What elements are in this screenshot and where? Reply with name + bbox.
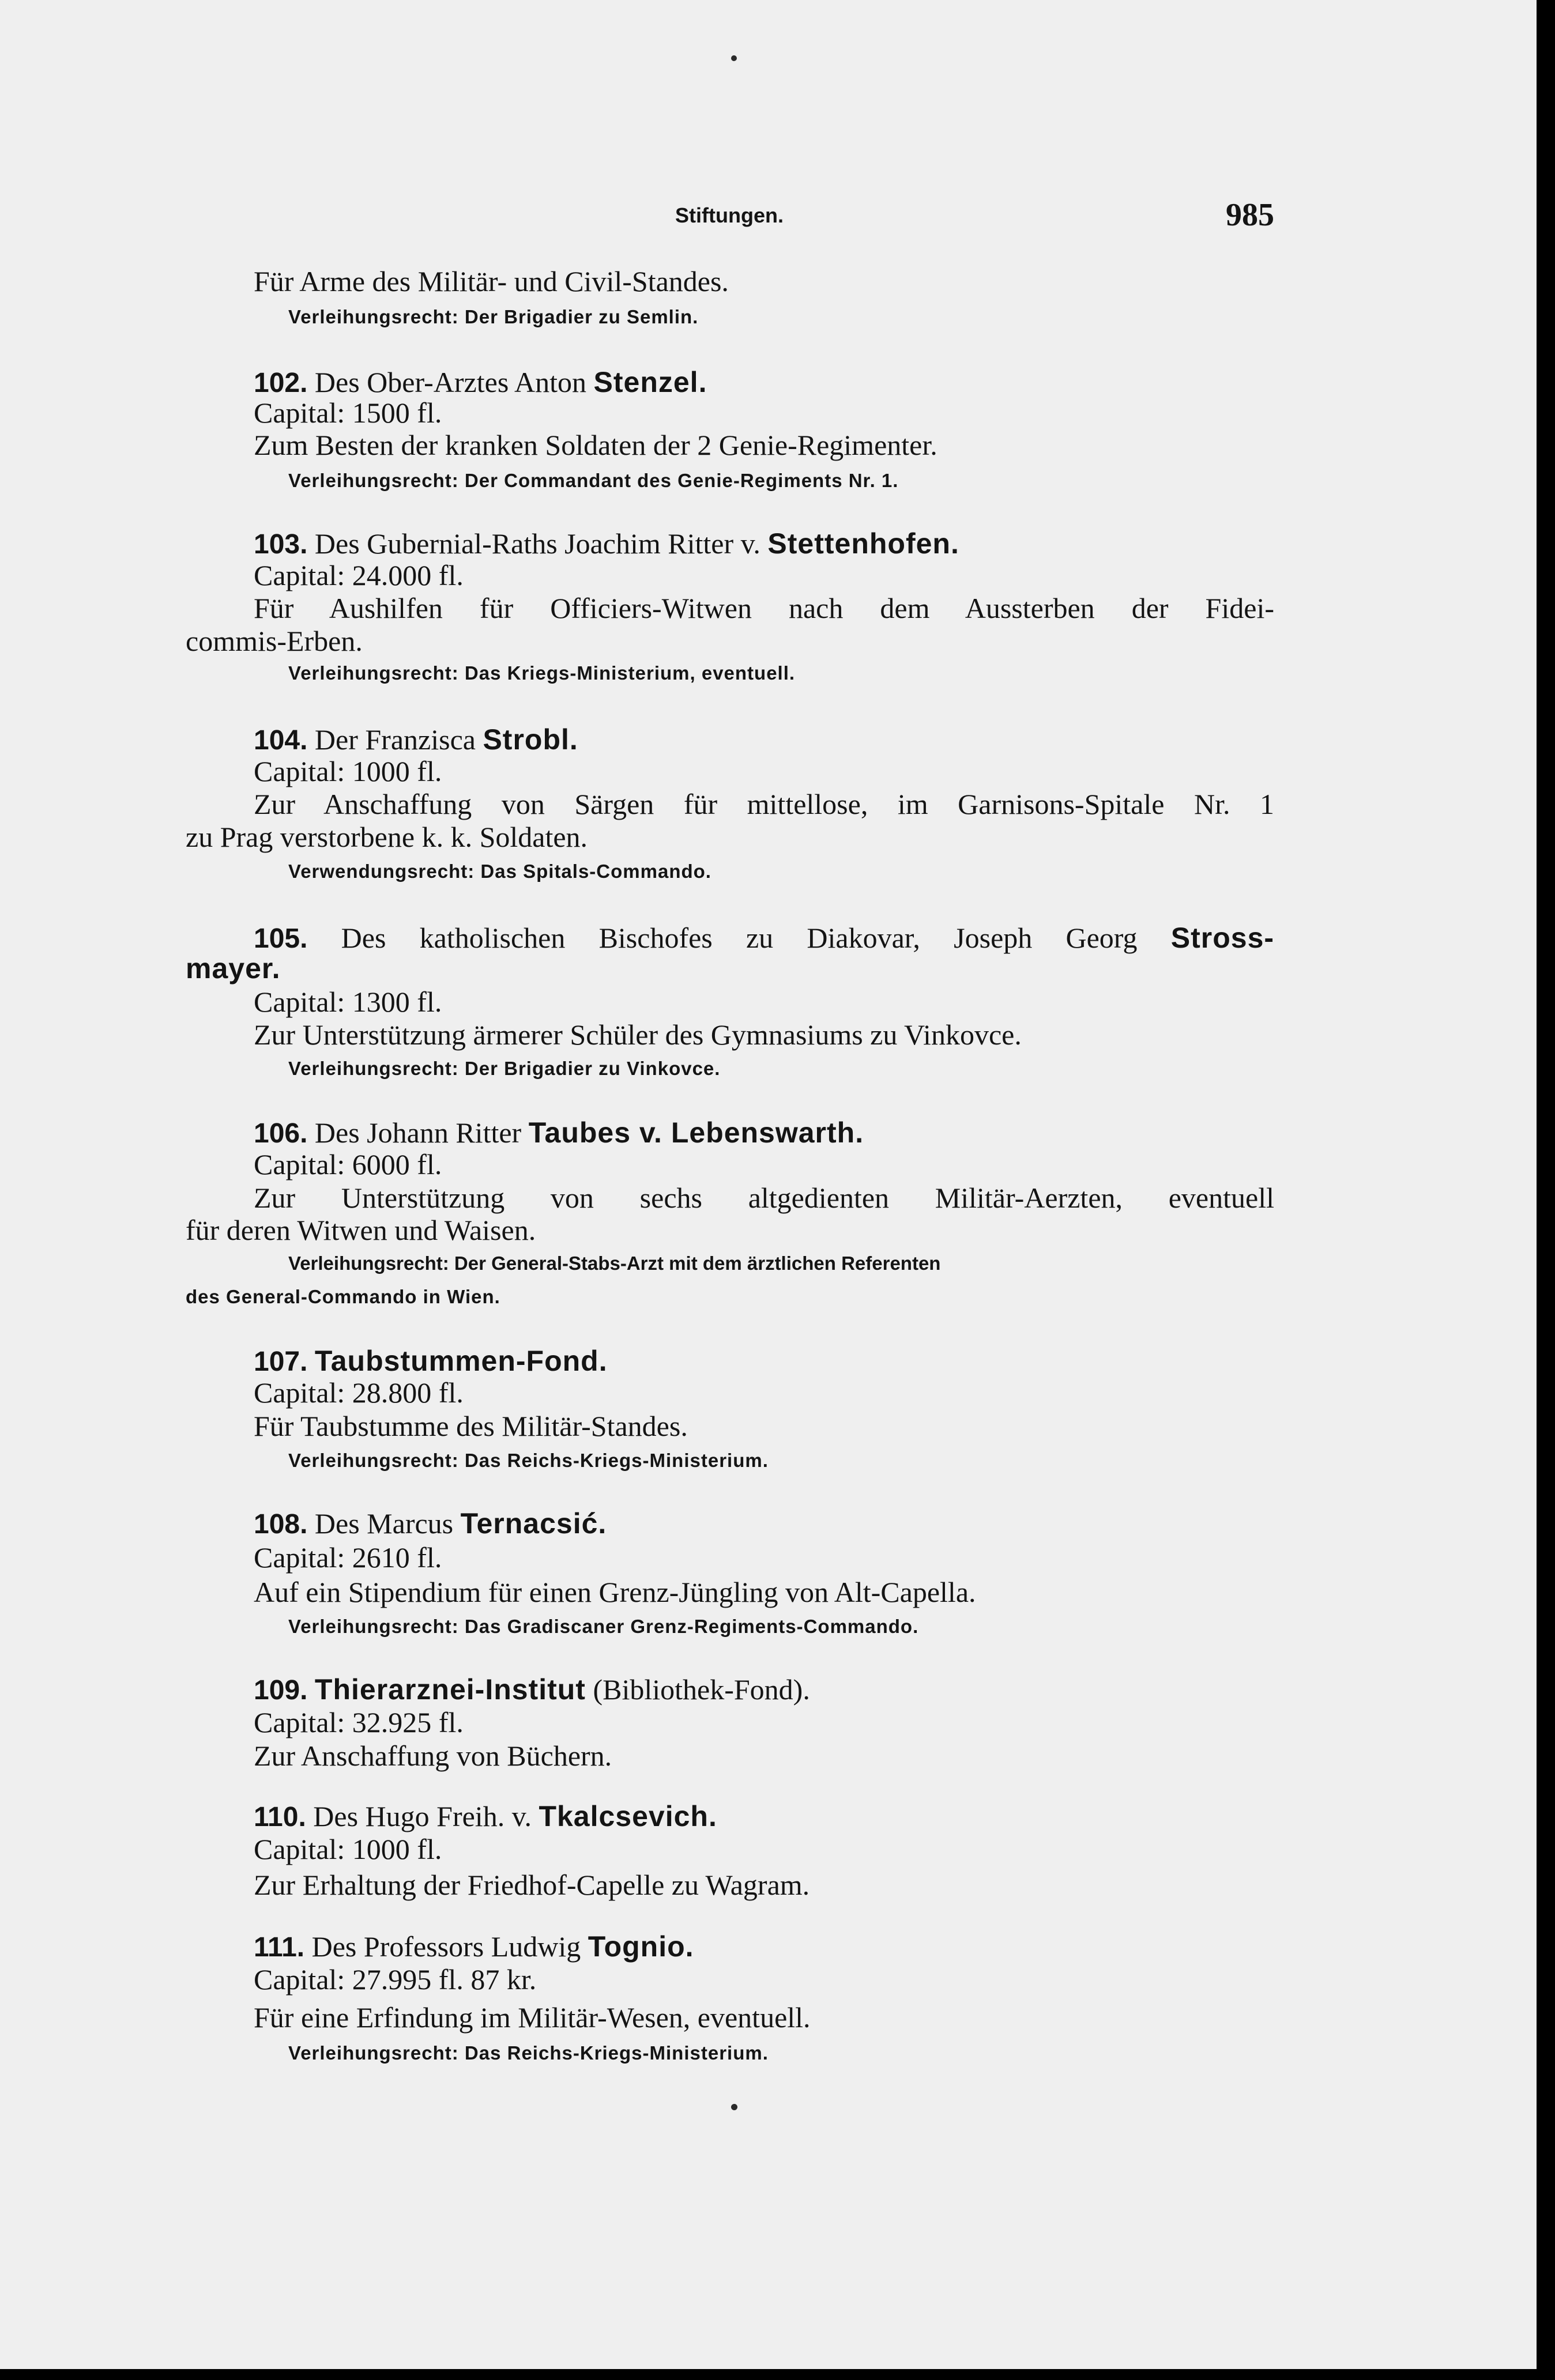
entry-108-purpose: Auf ein Stipendium für einen Grenz-Jüngling von Alt-Capella.	[254, 1576, 976, 1608]
entry-donor: Des Gubernial-Raths Joachim Ritter v.	[314, 527, 760, 560]
entry-surname: Tognio.	[588, 1930, 694, 1963]
entry-surname: Taubstummen-Fond.	[314, 1345, 608, 1377]
entry-donor: Des Johann Ritter	[314, 1117, 522, 1149]
entry-donor: Des Marcus	[314, 1507, 454, 1540]
running-header	[185, 199, 1274, 239]
entry-104-heading	[254, 722, 578, 759]
entry-surname: Strobl.	[483, 723, 578, 756]
entry-109-purpose: Zur Anschaffung von Büchern.	[254, 1740, 612, 1772]
entry-111-capital: Capital: 27.995 fl. 87 kr.	[254, 1963, 537, 1996]
entry-104-capital: Capital: 1000 fl.	[254, 755, 442, 787]
entry-surname: Tkalcsevich.	[539, 1800, 717, 1832]
entry-109-capital: Capital: 32.925 fl.	[254, 1706, 464, 1738]
entry-107-purpose: Für Taubstumme des Militär-Standes.	[254, 1410, 688, 1442]
intro-right: Verleihungsrecht: Der Brigadier zu Semlin.	[288, 306, 699, 327]
entry-donor: Des Hugo Freih. v.	[313, 1800, 532, 1832]
entry-surname: Stross-	[1170, 922, 1275, 954]
entry-108-heading	[254, 1506, 607, 1542]
intro-purpose: Für Arme des Militär- und Civil-Standes.	[254, 265, 729, 297]
entry-102-right: Verleihungsrecht: Der Commandant des Genie-Regiments Nr. 1.	[288, 470, 899, 491]
entry-105-purpose: Zur Unterstützung ärmerer Schüler des Gymnasiums zu Vinkovce.	[254, 1019, 1022, 1051]
entry-donor: Des katholischen Bischofes zu Diakovar, Joseph Georg	[341, 922, 1138, 954]
entry-105-heading	[254, 920, 1274, 957]
entry-103-purpose-1: Für Aushilfen für Officiers-Witwen nach dem Aussterben der Fidei-	[254, 592, 1274, 624]
entry-number: 110.	[254, 1802, 306, 1832]
entry-104-purpose-2: zu Prag verstorbene k. k. Soldaten.	[186, 821, 588, 853]
entry-104-right: Verwendungsrecht: Das Spitals-Commando.	[288, 861, 711, 882]
entry-number: 104.	[254, 725, 308, 756]
entry-110-heading	[254, 1798, 717, 1835]
entry-105-capital: Capital: 1300 fl.	[254, 986, 442, 1018]
entry-105-right: Verleihungsrecht: Der Brigadier zu Vinkovce.	[288, 1058, 721, 1079]
entry-111-right: Verleihungsrecht: Das Reichs-Kriegs-Ministerium.	[288, 2042, 769, 2064]
entry-surname: Thierarznei-Institut	[314, 1673, 586, 1706]
entry-number: 109.	[254, 1675, 308, 1706]
entry-surname: Stenzel.	[593, 366, 707, 398]
entry-surname-continued: mayer.	[186, 952, 281, 985]
entry-surname: Taubes v. Lebenswarth.	[528, 1117, 864, 1149]
entry-106-right-2: des General-Commando in Wien.	[186, 1286, 500, 1307]
entry-106-right-1: Verleihungsrecht: Der General-Stabs-Arzt mit dem ärztlichen Referenten	[288, 1253, 941, 1274]
entry-103-right: Verleihungsrecht: Das Kriegs-Ministerium, eventuell.	[288, 662, 796, 684]
entry-103-heading	[254, 526, 959, 563]
entry-number: 102.	[254, 368, 308, 398]
entry-107-capital: Capital: 28.800 fl.	[254, 1376, 464, 1409]
entry-suffix: (Bibliothek-Fond).	[593, 1673, 810, 1706]
entry-surname: Ternacsić.	[460, 1507, 607, 1540]
entry-donor: Des Ober-Arztes Anton	[314, 366, 587, 398]
entry-102-purpose: Zum Besten der kranken Soldaten der 2 Genie-Regimenter.	[254, 429, 937, 461]
page-number: 985	[1226, 197, 1274, 233]
entry-number: 103.	[254, 529, 308, 560]
entry-108-capital: Capital: 2610 fl.	[254, 1541, 442, 1574]
entry-105-heading-cont	[186, 951, 280, 986]
entry-110-purpose: Zur Erhaltung der Friedhof-Capelle zu Wagram.	[254, 1869, 810, 1901]
entry-103-purpose-2: commis-Erben.	[186, 625, 363, 657]
entry-number: 105.	[254, 923, 308, 954]
entry-108-right: Verleihungsrecht: Das Gradiscaner Grenz-Regiments-Commando.	[288, 1616, 919, 1637]
entry-106-purpose-1: Zur Unterstützung von sechs altgedienten Militär-Aerzten, eventuell	[254, 1182, 1274, 1214]
margin-speck-top	[731, 55, 737, 61]
entry-104-purpose-1: Zur Anschaffung von Särgen für mittellose, im Garnisons-Spitale Nr. 1	[254, 788, 1274, 820]
entry-number: 106.	[254, 1118, 308, 1149]
entry-111-heading	[254, 1929, 694, 1966]
entry-donor: Des Professors Ludwig	[311, 1930, 581, 1963]
entry-107-heading	[254, 1343, 608, 1380]
entry-106-heading	[254, 1115, 864, 1152]
entry-surname: Stettenhofen.	[767, 527, 959, 560]
entry-number: 111.	[254, 1932, 305, 1963]
entry-109-heading	[254, 1672, 810, 1708]
entry-107-right: Verleihungsrecht: Das Reichs-Kriegs-Ministerium.	[288, 1450, 769, 1471]
section-title: Stiftungen.	[675, 203, 784, 227]
entry-106-purpose-2: für deren Witwen und Waisen.	[186, 1214, 536, 1246]
entry-110-capital: Capital: 1000 fl.	[254, 1833, 442, 1865]
entry-number: 108.	[254, 1509, 308, 1540]
entry-106-capital: Capital: 6000 fl.	[254, 1148, 442, 1180]
entry-donor: Der Franzisca	[314, 723, 476, 756]
margin-speck-bottom	[731, 2104, 737, 2110]
entry-102-capital: Capital: 1500 fl.	[254, 397, 442, 429]
entry-103-capital: Capital: 24.000 fl.	[254, 559, 464, 591]
entry-number: 107.	[254, 1346, 308, 1377]
entry-111-purpose: Für eine Erfindung im Militär-Wesen, eventuell.	[254, 2001, 811, 2034]
